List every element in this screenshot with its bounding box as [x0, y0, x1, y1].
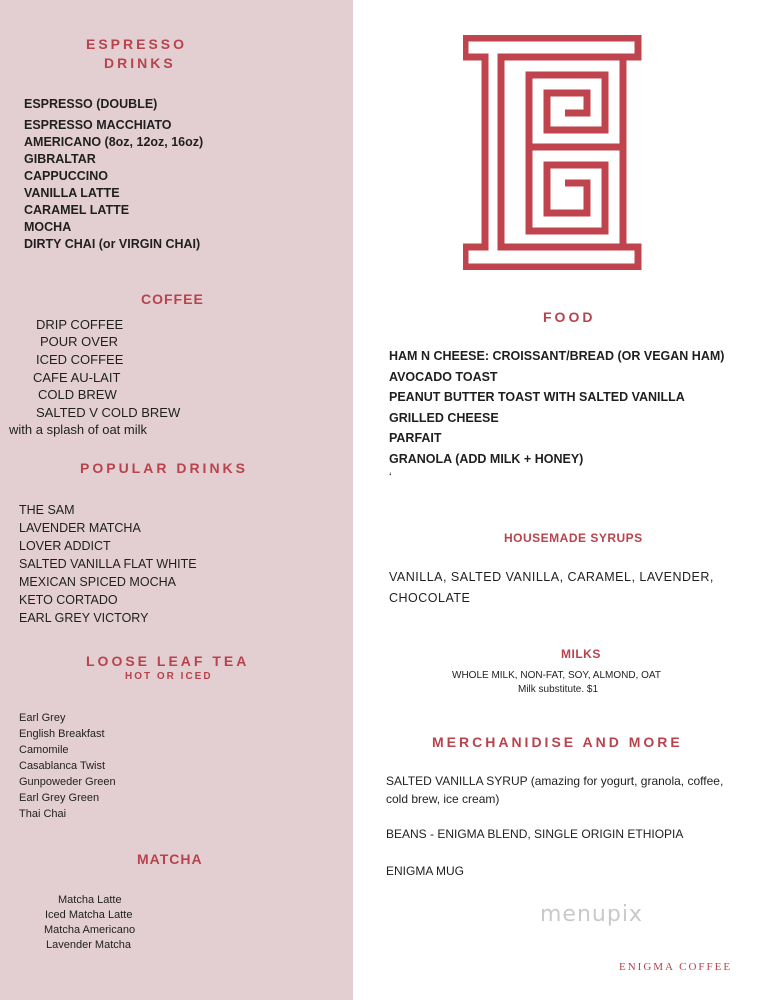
- menupix-watermark: menupix: [540, 902, 643, 927]
- espresso-item: ESPRESSO MACCHIATO: [24, 118, 172, 132]
- food-item: GRILLED CHEESE: [389, 411, 499, 425]
- syrups-line2: CHOCOLATE: [389, 591, 471, 605]
- tea-heading: LOOSE LEAF TEA: [86, 653, 250, 669]
- enigma-e-logo-icon: [463, 35, 643, 270]
- food-item: PARFAIT: [389, 431, 442, 445]
- popular-item: LOVER ADDICT: [19, 539, 111, 553]
- popular-item: THE SAM: [19, 503, 75, 517]
- matcha-item: Matcha Americano: [44, 924, 136, 936]
- espresso-heading-line1: ESPRESSO: [86, 36, 188, 52]
- milks-heading: MILKS: [561, 647, 601, 661]
- milks-line2: Milk substitute. $1: [518, 684, 599, 695]
- tea-item: English Breakfast: [19, 728, 105, 740]
- food-heading: FOOD: [543, 309, 596, 325]
- espresso-item: ESPRESSO (DOUBLE): [24, 97, 158, 111]
- popular-item: LAVENDER MATCHA: [19, 521, 141, 535]
- popular-item: SALTED VANILLA FLAT WHITE: [19, 557, 197, 571]
- coffee-item: CAFE AU-LAIT: [33, 370, 121, 385]
- merch-heading: MERCHANIDISE AND MORE: [432, 734, 683, 750]
- merch-line2: BEANS - ENIGMA BLEND, SINGLE ORIGIN ETHIOPIA: [386, 827, 684, 841]
- espresso-item: CAPPUCCINO: [24, 169, 109, 183]
- matcha-item: Iced Matcha Latte: [45, 909, 133, 921]
- food-item: AVOCADO TOAST: [389, 370, 498, 384]
- tea-item: Gunpoweder Green: [19, 776, 116, 788]
- footer-brand: ENIGMA COFFEE: [619, 961, 733, 973]
- tea-item: Earl Grey: [19, 712, 66, 724]
- coffee-item: DRIP COFFEE: [36, 317, 124, 332]
- popular-item: EARL GREY VICTORY: [19, 611, 149, 625]
- milks-line1: WHOLE MILK, NON-FAT, SOY, ALMOND, OAT: [452, 670, 661, 681]
- tea-item: Camomile: [19, 744, 69, 756]
- espresso-item: MOCHA: [24, 220, 72, 234]
- matcha-item: Matcha Latte: [58, 894, 122, 906]
- coffee-heading: COFFEE: [141, 291, 204, 307]
- espresso-heading-line2: DRINKS: [104, 55, 176, 71]
- tea-subheading: HOT OR ICED: [125, 671, 213, 682]
- tea-item: Thai Chai: [19, 808, 67, 820]
- merch-line3: ENIGMA MUG: [386, 864, 465, 878]
- popular-item: KETO CORTADO: [19, 593, 118, 607]
- tea-item: Casablanca Twist: [19, 760, 106, 772]
- coffee-item: COLD BREW: [38, 387, 117, 402]
- espresso-item: DIRTY CHAI (or VIRGIN CHAI): [24, 237, 201, 251]
- coffee-item: ICED COFFEE: [36, 352, 124, 367]
- matcha-item: Lavender Matcha: [46, 939, 131, 951]
- syrups-heading: HOUSEMADE SYRUPS: [504, 531, 643, 545]
- coffee-item: with a splash of oat milk: [9, 422, 148, 437]
- left-panel: [0, 0, 353, 1000]
- syrups-line1: VANILLA, SALTED VANILLA, CARAMEL, LAVENDER,: [389, 570, 714, 584]
- espresso-item: GIBRALTAR: [24, 152, 96, 166]
- food-item: HAM N CHEESE: CROISSANT/BREAD (OR VEGAN HAM): [389, 349, 725, 363]
- popular-item: MEXICAN SPICED MOCHA: [19, 575, 176, 589]
- tea-item: Earl Grey Green: [19, 792, 100, 804]
- food-stray-mark: ‘: [389, 470, 392, 484]
- merch-line1b: cold brew, ice cream): [386, 792, 500, 806]
- espresso-item: AMERICANO (8oz, 12oz, 16oz): [24, 135, 204, 149]
- matcha-heading: MATCHA: [137, 851, 203, 867]
- merch-line1a: SALTED VANILLA SYRUP (amazing for yogurt, granola, coffee,: [386, 774, 724, 788]
- espresso-item: CARAMEL LATTE: [24, 203, 130, 217]
- espresso-item: VANILLA LATTE: [24, 186, 120, 200]
- popular-heading: POPULAR DRINKS: [80, 460, 249, 476]
- food-item: PEANUT BUTTER TOAST WITH SALTED VANILLA: [389, 390, 685, 404]
- coffee-item: SALTED V COLD BREW: [36, 405, 181, 420]
- coffee-item: POUR OVER: [40, 334, 119, 349]
- food-item: GRANOLA (ADD MILK + HONEY): [389, 452, 584, 466]
